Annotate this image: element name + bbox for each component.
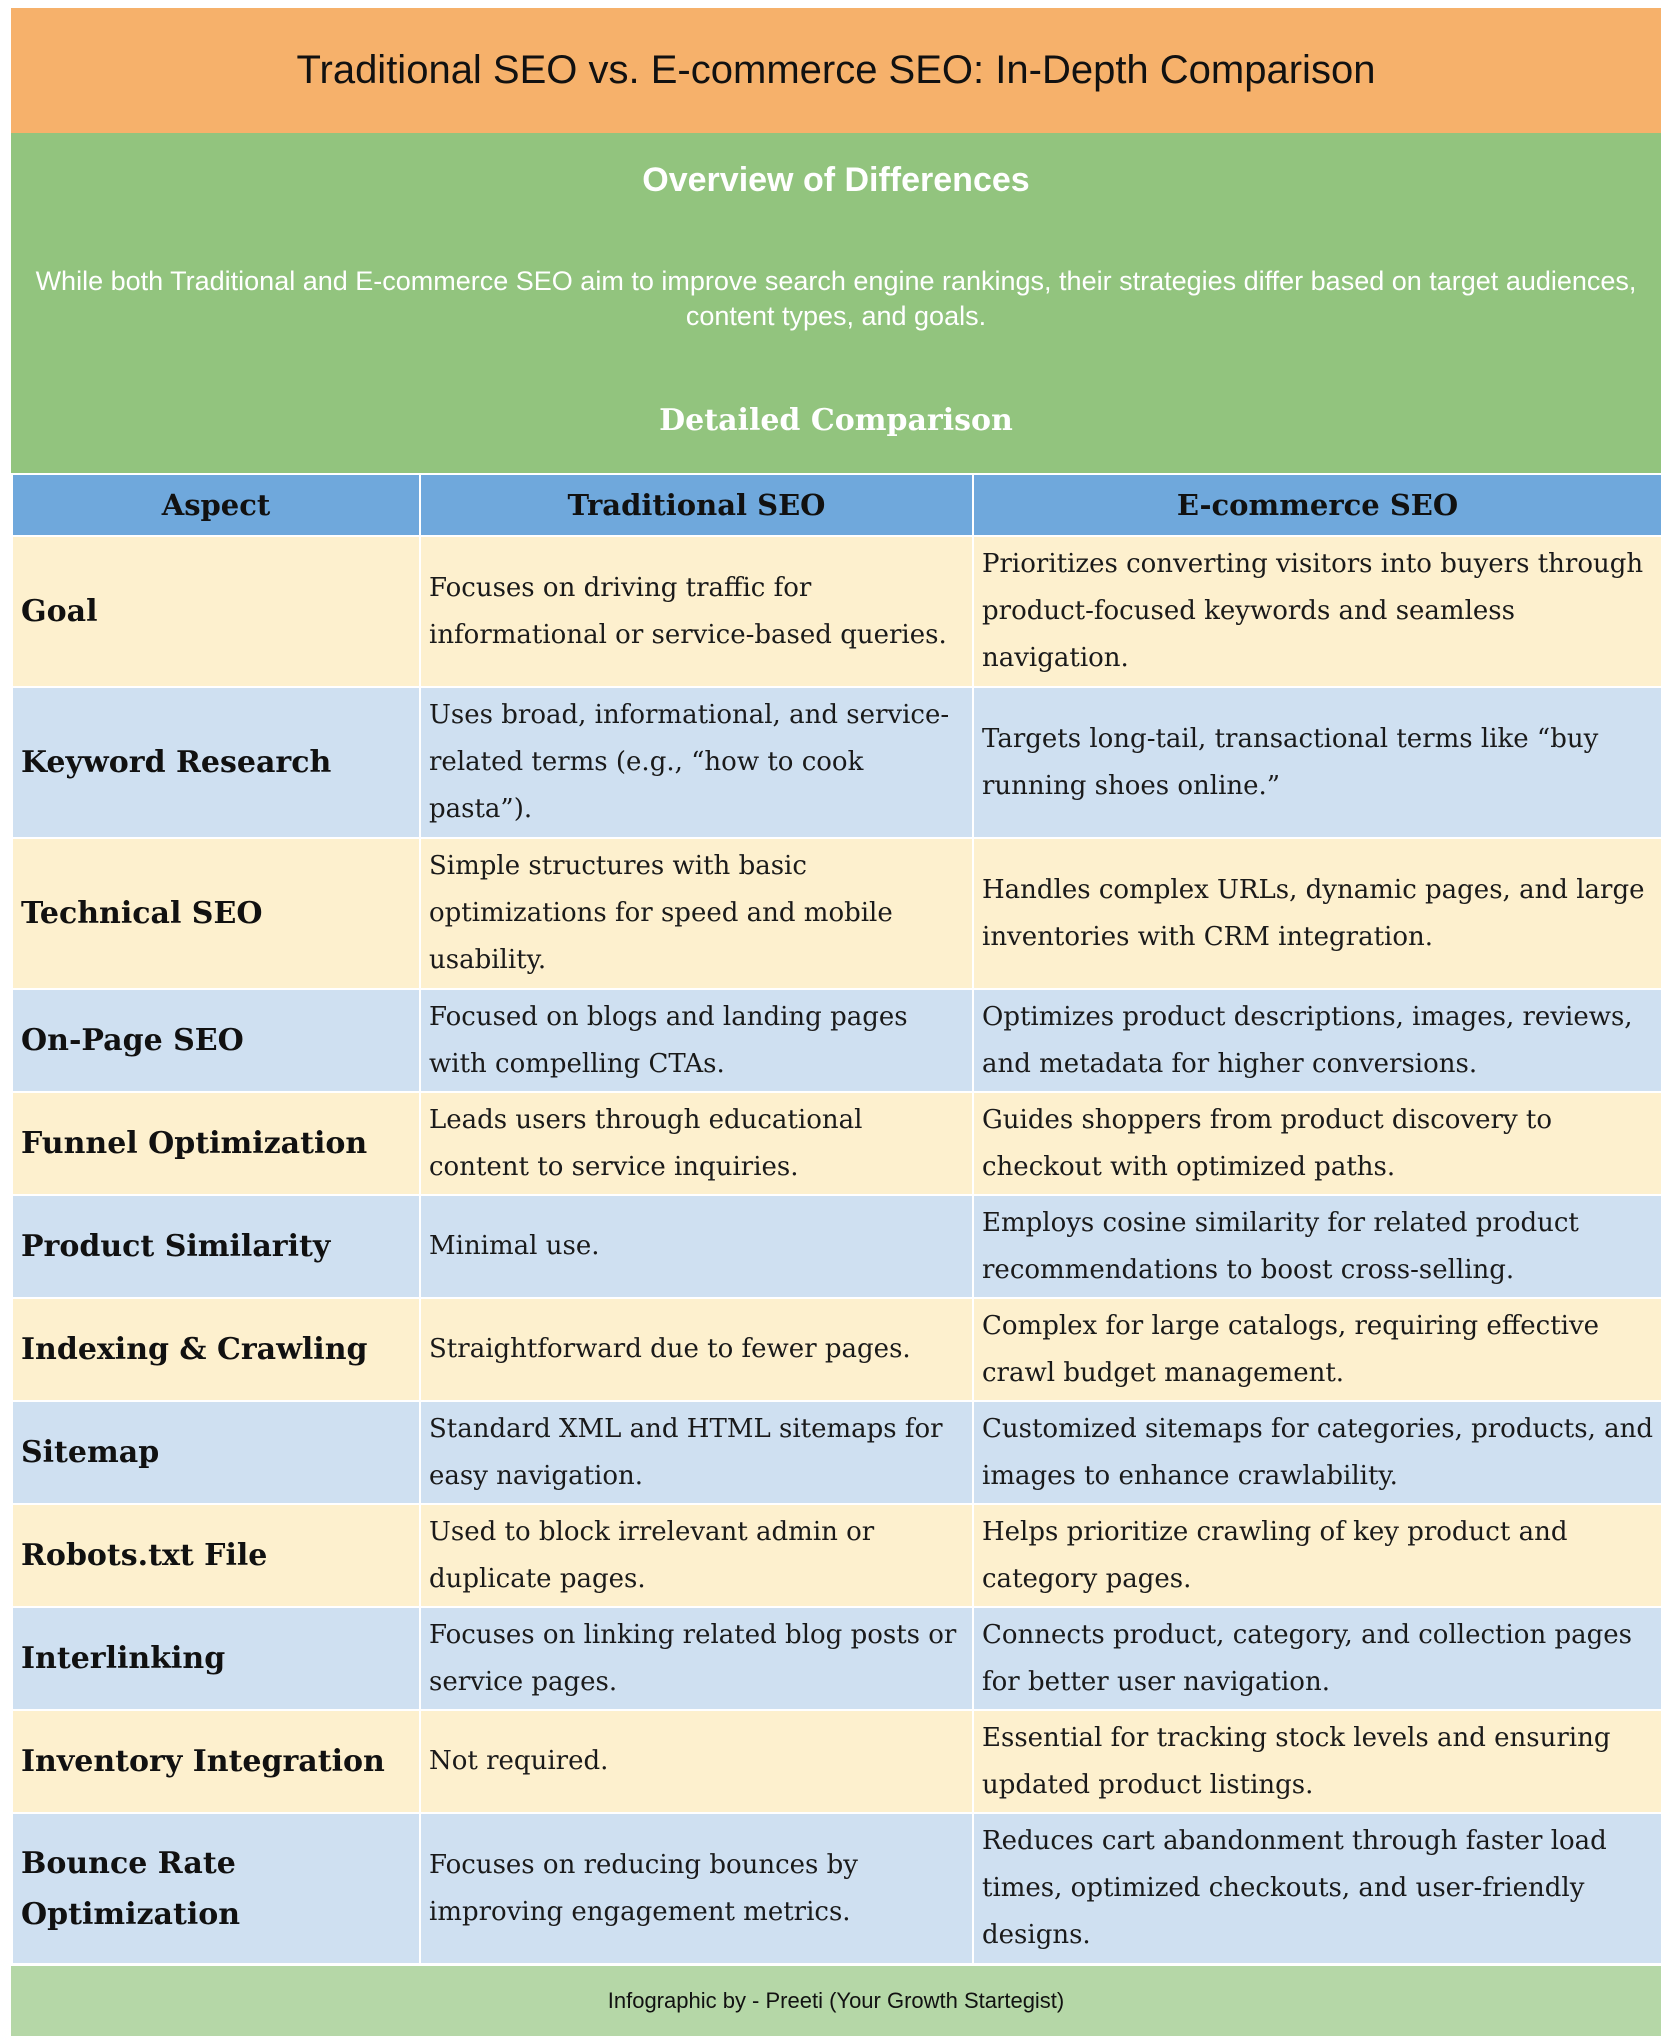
overview-section: [11, 133, 1661, 473]
traditional-cell: Minimal use.: [420, 1195, 973, 1298]
title-banner: [11, 8, 1661, 133]
comparison-table: [11, 473, 1663, 1965]
ecommerce-cell: Handles complex URLs, dynamic pages, and large inventories with CRM integration.: [973, 838, 1662, 989]
traditional-cell: Straightforward due to fewer pages.: [420, 1298, 973, 1401]
ecommerce-cell: Customized sitemaps for categories, products, and images to enhance crawlability.: [973, 1401, 1662, 1504]
ecommerce-cell: Guides shoppers from product discovery to checkout with optimized paths.: [973, 1092, 1662, 1195]
header-traditional-seo: Traditional SEO: [420, 474, 973, 536]
aspect-cell: Indexing & Crawling: [12, 1298, 420, 1401]
table-row: [12, 1813, 1662, 1964]
traditional-cell: Standard XML and HTML sitemaps for easy navigation.: [420, 1401, 973, 1504]
table-row: [12, 687, 1662, 838]
aspect-cell: Funnel Optimization: [12, 1092, 420, 1195]
header-ecommerce-seo: E-commerce SEO: [973, 474, 1662, 536]
table-row: [12, 1607, 1662, 1710]
traditional-cell: Leads users through educational content to service inquiries.: [420, 1092, 973, 1195]
header-aspect: Aspect: [12, 474, 420, 536]
traditional-cell: Uses broad, informational, and service-related terms (e.g., “how to cook pasta”).: [420, 687, 973, 838]
ecommerce-cell: Prioritizes converting visitors into buyers through product-focused keywords and seamless navigation.: [973, 536, 1662, 687]
aspect-cell: Product Similarity: [12, 1195, 420, 1298]
traditional-cell: Used to block irrelevant admin or duplicate pages.: [420, 1504, 973, 1607]
table-row: [12, 1401, 1662, 1504]
traditional-cell: Focuses on driving traffic for informational or service-based queries.: [420, 536, 973, 687]
ecommerce-cell: Essential for tracking stock levels and ensuring updated product listings.: [973, 1710, 1662, 1813]
aspect-cell: Robots.txt File: [12, 1504, 420, 1607]
aspect-cell: Sitemap: [12, 1401, 420, 1504]
ecommerce-cell: Targets long-tail, transactional terms like “buy running shoes online.”: [973, 687, 1662, 838]
ecommerce-cell: Reduces cart abandonment through faster load times, optimized checkouts, and user-friendly designs.: [973, 1813, 1662, 1964]
aspect-cell: Technical SEO: [12, 838, 420, 989]
page-title: Traditional SEO vs. E-commerce SEO: In-Depth Comparison: [296, 48, 1376, 92]
overview-text: While both Traditional and E-commerce SEO aim to improve search engine rankings, their strategies differ based on target audiences, content types, and goals.: [35, 266, 1637, 331]
aspect-cell: Bounce Rate Optimization: [12, 1813, 420, 1964]
overview-title: Overview of Differences: [642, 161, 1030, 199]
table-row: [12, 1092, 1662, 1195]
ecommerce-cell: Complex for large catalogs, requiring effective crawl budget management.: [973, 1298, 1662, 1401]
table-row: [12, 1195, 1662, 1298]
footer-credit: Infographic by - Preeti (Your Growth Startegist): [607, 1988, 1065, 2013]
aspect-cell: Interlinking: [12, 1607, 420, 1710]
detailed-comparison-title: Detailed Comparison: [659, 403, 1013, 438]
ecommerce-cell: Helps prioritize crawling of key product and category pages.: [973, 1504, 1662, 1607]
aspect-cell: Goal: [12, 536, 420, 687]
traditional-cell: Focuses on reducing bounces by improving engagement metrics.: [420, 1813, 973, 1964]
table-row: [12, 838, 1662, 989]
traditional-cell: Focused on blogs and landing pages with compelling CTAs.: [420, 989, 973, 1092]
aspect-cell: Keyword Research: [12, 687, 420, 838]
aspect-cell: Inventory Integration: [12, 1710, 420, 1813]
aspect-cell: On-Page SEO: [12, 989, 420, 1092]
ecommerce-cell: Connects product, category, and collection pages for better user navigation.: [973, 1607, 1662, 1710]
table-row: [12, 536, 1662, 687]
footer-banner: [11, 1966, 1661, 2036]
ecommerce-cell: Employs cosine similarity for related product recommendations to boost cross-selling.: [973, 1195, 1662, 1298]
table-row: [12, 989, 1662, 1092]
infographic: [11, 8, 1661, 2036]
traditional-cell: Simple structures with basic optimizations for speed and mobile usability.: [420, 838, 973, 989]
table-row: [12, 1504, 1662, 1607]
ecommerce-cell: Optimizes product descriptions, images, reviews, and metadata for higher conversions.: [973, 989, 1662, 1092]
traditional-cell: Focuses on linking related blog posts or service pages.: [420, 1607, 973, 1710]
traditional-cell: Not required.: [420, 1710, 973, 1813]
table-header-row: [12, 474, 1662, 536]
table-row: [12, 1710, 1662, 1813]
table-row: [12, 1298, 1662, 1401]
